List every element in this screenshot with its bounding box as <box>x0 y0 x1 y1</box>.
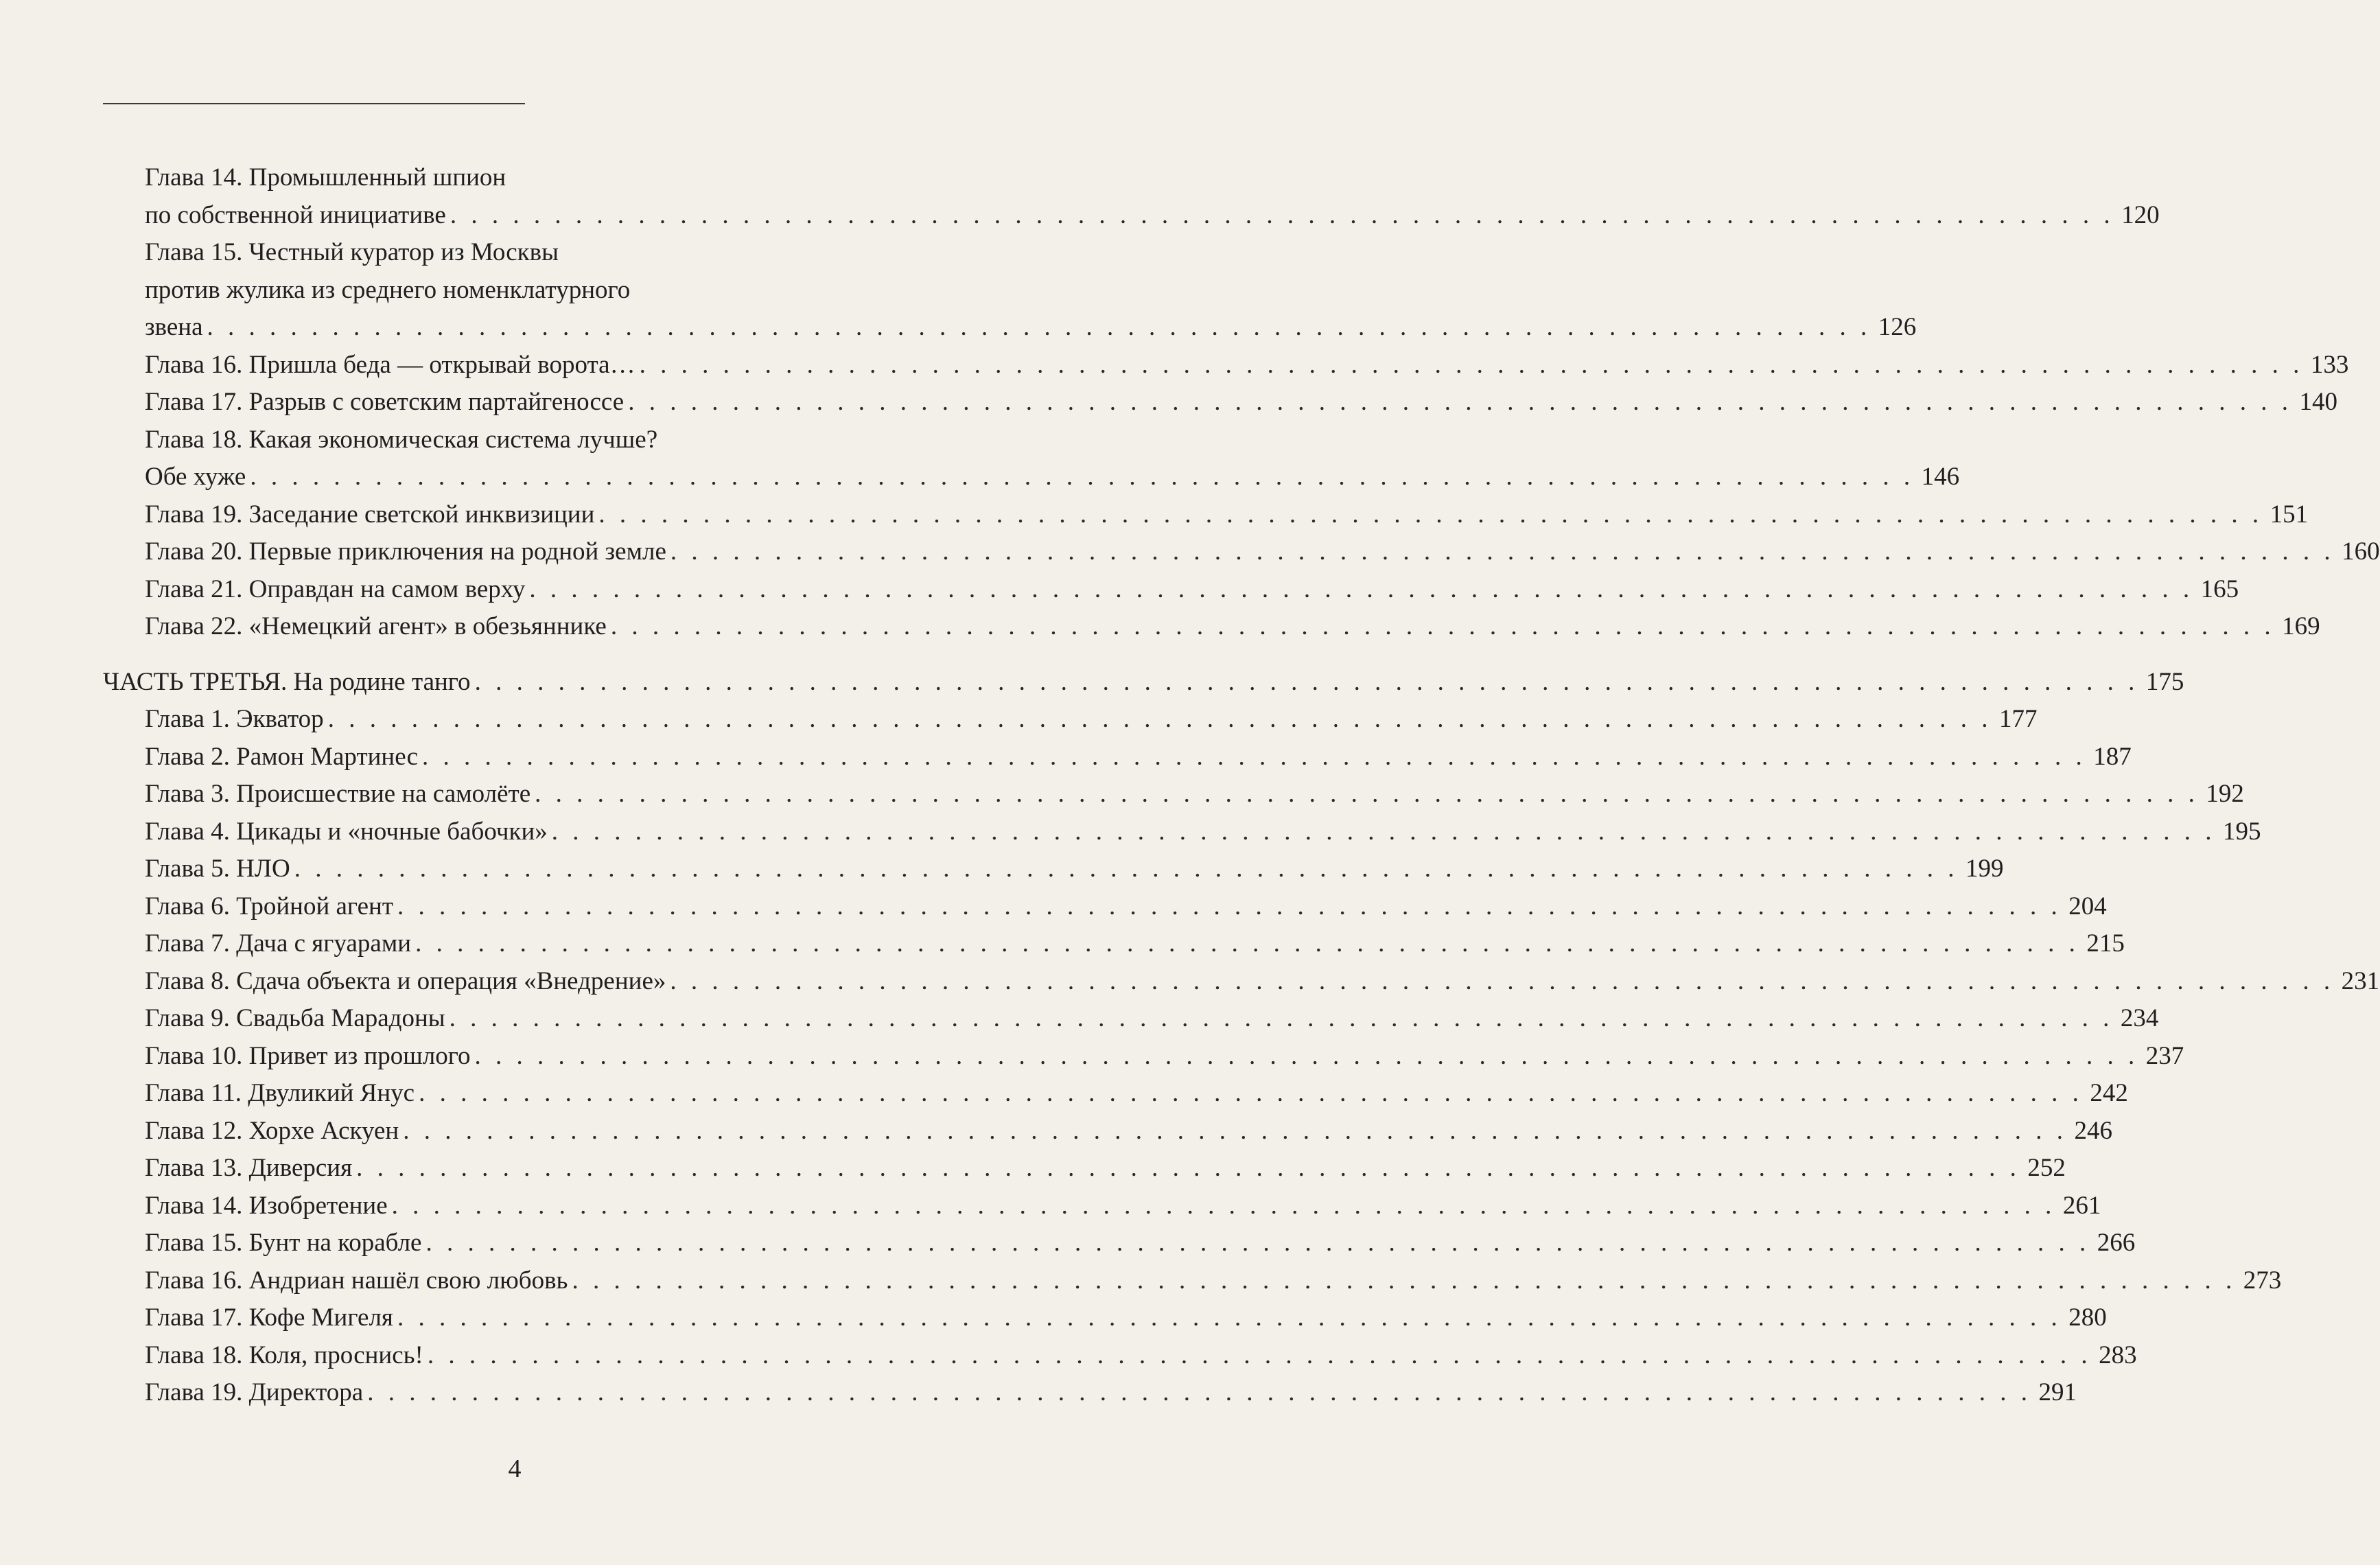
toc-entry-title-line: Глава 7. Дача с ягуарами <box>145 929 412 958</box>
toc-entry-title-line: Глава 19. Директора <box>145 1378 364 1406</box>
table-of-contents <box>103 159 2380 1412</box>
toc-entry-page-number: 231 <box>2341 966 2380 995</box>
toc-entry-title-line: Глава 19. Заседание светской инквизиции <box>145 500 595 529</box>
toc-entry-title-line: ЧАСТЬ ТРЕТЬЯ. На родине танго <box>103 667 471 696</box>
dot-leader: . . . . . . . . . . . . . . . . . . . . . . . . . . . . . . . . . . . . . . . . . . . . . . . . . . . . . . . . . . . . . . . . . . . . . . . . . . . . . . . . <box>572 1266 2237 1295</box>
toc-entry <box>103 1113 2112 1150</box>
dot-leader: . . . . . . . . . . . . . . . . . . . . . . . . . . . . . . . . . . . . . . . . . . . . . . . . . . . . . . . . . . . . . . . . . . . . . . . . . . . . . . . . <box>356 1154 2020 1182</box>
toc-entry <box>103 384 2337 421</box>
toc-entry-page-number: 165 <box>2200 575 2239 603</box>
toc-entry-title-line: Глава 14. Изобретение <box>145 1191 388 1220</box>
toc-entry-page-number: 195 <box>2223 817 2261 846</box>
dot-leader: . . . . . . . . . . . . . . . . . . . . . . . . . . . . . . . . . . . . . . . . . . . . . . . . . . . . . . . . . . . . . . . . . . . . . . . . . . . . . . . . <box>415 929 2079 958</box>
toc-entry <box>103 1150 2066 1187</box>
toc-entry-title-line: Глава 12. Хорхе Аскуен <box>145 1116 399 1145</box>
dot-leader: . . . . . . . . . . . . . . . . . . . . . . . . . . . . . . . . . . . . . . . . . . . . . . . . . . . . . . . . . . . . . . . . . . . . . . . . . . . . . . . . <box>450 200 2114 229</box>
toc-entry-page-number: 273 <box>2243 1266 2282 1295</box>
dot-leader: . . . . . . . . . . . . . . . . . . . . . . . . . . . . . . . . . . . . . . . . . . . . . . . . . . . . . . . . . . . . . . . . . . . . . . . . . . . . . . . . <box>397 1303 2062 1332</box>
toc-entry <box>103 1187 2101 1225</box>
top-rule <box>103 103 525 104</box>
toc-entry-page-number: 204 <box>2068 892 2107 920</box>
dot-leader: . . . . . . . . . . . . . . . . . . . . . . . . . . . . . . . . . . . . . . . . . . . . . . . . . . . . . . . . . . . . . . . . . . . . . . . . . . . . . . . . <box>610 612 2275 640</box>
toc-entry <box>103 1337 2137 1375</box>
toc-entry-page-number: 237 <box>2145 1041 2184 1070</box>
toc-entry <box>103 888 2107 926</box>
toc-entry-page-number: 169 <box>2282 612 2320 640</box>
toc-entry-page-number: 192 <box>2206 780 2244 808</box>
toc-entry-page-number: 199 <box>1965 855 2004 883</box>
toc-entry-title-line: Глава 6. Тройной агент <box>145 892 393 920</box>
dot-leader: . . . . . . . . . . . . . . . . . . . . . . . . . . . . . . . . . . . . . . . . . . . . . . . . . . . . . . . . . . . . . . . . . . . . . . . . . . . . . . . . <box>250 463 1915 491</box>
toc-entry-page-number: 252 <box>2027 1154 2066 1182</box>
toc-entry-page-number: 177 <box>1998 705 2038 733</box>
dot-leader: . . . . . . . . . . . . . . . . . . . . . . . . . . . . . . . . . . . . . . . . . . . . . . . . . . . . . . . . . . . . . . . . . . . . . . . . . . . . . . . . <box>535 780 2199 808</box>
toc-entry-page-number: 120 <box>2121 200 2160 229</box>
toc-entry-title-line: Глава 16. Пришла беда — открывай ворота… <box>145 350 635 379</box>
toc-entry-title-line: Глава 10. Привет из прошлого <box>145 1041 471 1070</box>
toc-entry <box>103 1374 2077 1412</box>
dot-leader: . . . . . . . . . . . . . . . . . . . . . . . . . . . . . . . . . . . . . . . . . . . . . . . . . . . . . . . . . . . . . . . . . . . . . . . . . . . . . . . . <box>367 1378 2031 1406</box>
toc-entry-title-line: Глава 9. Свадьба Марадоны <box>145 1004 445 1032</box>
toc-entry-page-number: 146 <box>1921 463 1960 491</box>
toc-entry-title-line: Глава 20. Первые приключения на родной земле <box>145 537 666 566</box>
toc-entry-title-line: по собственной инициативе <box>145 200 446 229</box>
toc-entry <box>103 850 2004 888</box>
toc-entry-page-number: 133 <box>2310 350 2349 379</box>
toc-entry <box>103 1225 2136 1262</box>
toc-entry-title-line: Глава 15. Честный куратор из Москвы <box>145 238 559 266</box>
toc-entry <box>103 1299 2107 1337</box>
toc-entry-page-number: 283 <box>2099 1341 2137 1369</box>
dot-leader: . . . . . . . . . . . . . . . . . . . . . . . . . . . . . . . . . . . . . . . . . . . . . . . . . . . . . . . . . . . . . . . . . . . . . . . . . . . . . . . . <box>551 817 2216 846</box>
toc-entry <box>103 1038 2184 1076</box>
toc-entry-title-line: Глава 4. Цикады и «ночные бабочки» <box>145 817 548 846</box>
dot-leader: . . . . . . . . . . . . . . . . . . . . . . . . . . . . . . . . . . . . . . . . . . . . . . . . . . . . . . . . . . . . . . . . . . . . . . . . . . . . . . . . <box>670 966 2335 995</box>
dot-leader: . . . . . . . . . . . . . . . . . . . . . . . . . . . . . . . . . . . . . . . . . . . . . . . . . . . . . . . . . . . . . . . . . . . . . . . . . . . . . . . . <box>425 1229 2090 1257</box>
toc-entry <box>103 813 2261 851</box>
toc-entry-title-line: Глава 18. Какая экономическая система лучше? <box>145 425 658 454</box>
dot-leader: . . . . . . . . . . . . . . . . . . . . . . . . . . . . . . . . . . . . . . . . . . . . . . . . . . . . . . . . . . . . . . . . . . . . . . . . . . . . . . . . <box>474 667 2139 696</box>
toc-entry <box>103 963 2380 1001</box>
dot-leader: . . . . . . . . . . . . . . . . . . . . . . . . . . . . . . . . . . . . . . . . . . . . . . . . . . . . . . . . . . . . . . . . . . . . . . . . . . . . . . . . <box>403 1116 2067 1145</box>
toc-entry-title-line: Глава 2. Рамон Мартинес <box>145 742 418 771</box>
page-number: 4 <box>508 1454 522 1483</box>
dot-leader: . . . . . . . . . . . . . . . . . . . . . . . . . . . . . . . . . . . . . . . . . . . . . . . . . . . . . . . . . . . . . . . . . . . . . . . . . . . . . . . . <box>639 350 2304 379</box>
toc-entry-title-line: Глава 3. Происшествие на самолёте <box>145 780 531 808</box>
dot-leader: . . . . . . . . . . . . . . . . . . . . . . . . . . . . . . . . . . . . . . . . . . . . . . . . . . . . . . . . . . . . . . . . . . . . . . . . . . . . . . . . <box>598 500 2263 529</box>
toc-entry-title-line: Глава 5. НЛО <box>145 855 290 883</box>
toc-entry-title-line: Глава 17. Разрыв с советским партайгеноссе <box>145 388 625 416</box>
toc-entry-title-line: Глава 17. Кофе Мигеля <box>145 1303 393 1332</box>
toc-entry-page-number: 187 <box>2093 742 2132 771</box>
toc-entry <box>103 533 2380 571</box>
dot-leader: . . . . . . . . . . . . . . . . . . . . . . . . . . . . . . . . . . . . . . . . . . . . . . . . . . . . . . . . . . . . . . . . . . . . . . . . . . . . . . . . <box>294 855 1959 883</box>
toc-entry-title-line: Глава 1. Экватор <box>145 705 324 733</box>
toc-entry <box>103 1075 2128 1113</box>
toc-entry <box>103 739 2132 776</box>
toc-entry-title-line: Глава 15. Бунт на корабле <box>145 1229 422 1257</box>
toc-entry-title-line: Глава 18. Коля, проснись! <box>145 1341 423 1369</box>
toc-entry-title-line: против жулика из среднего номенклатурного <box>145 275 631 304</box>
toc-entry-page-number: 242 <box>2090 1079 2128 1107</box>
toc-entry-title-line: Глава 21. Оправдан на самом верху <box>145 575 526 603</box>
dot-leader: . . . . . . . . . . . . . . . . . . . . . . . . . . . . . . . . . . . . . . . . . . . . . . . . . . . . . . . . . . . . . . . . . . . . . . . . . . . . . . . . <box>628 388 2292 416</box>
toc-entry <box>103 421 1960 496</box>
toc-entry-title-line: Глава 22. «Немецкий агент» в обезьяннике <box>145 612 607 640</box>
toc-entry <box>103 1000 2159 1038</box>
toc-entry-page-number: 234 <box>2120 1004 2159 1032</box>
toc-entry <box>103 159 2160 234</box>
dot-leader: . . . . . . . . . . . . . . . . . . . . . . . . . . . . . . . . . . . . . . . . . . . . . . . . . . . . . . . . . . . . . . . . . . . . . . . . . . . . . . . . <box>327 705 1992 733</box>
toc-entry <box>103 1262 2282 1300</box>
toc-entry-page-number: 151 <box>2270 500 2309 529</box>
dot-leader: . . . . . . . . . . . . . . . . . . . . . . . . . . . . . . . . . . . . . . . . . . . . . . . . . . . . . . . . . . . . . . . . . . . . . . . . . . . . . . . . <box>419 1079 2083 1107</box>
toc-entry-page-number: 140 <box>2299 388 2337 416</box>
dot-leader: . . . . . . . . . . . . . . . . . . . . . . . . . . . . . . . . . . . . . . . . . . . . . . . . . . . . . . . . . . . . . . . . . . . . . . . . . . . . . . . . <box>529 575 2194 603</box>
toc-entry-page-number: 160 <box>2342 537 2380 566</box>
toc-entry <box>103 571 2239 609</box>
toc-entry <box>103 608 2320 646</box>
toc-entry <box>103 925 2125 963</box>
toc-entry-title-line: звена <box>145 313 203 341</box>
toc-entry-page-number: 280 <box>2068 1303 2107 1332</box>
toc-entry-title-line: Глава 8. Сдача объекта и операция «Внедрение» <box>145 966 666 995</box>
toc-entry <box>103 234 1917 347</box>
toc-entry-title-line: Глава 11. Двуликий Янус <box>145 1079 415 1107</box>
toc-entry-page-number: 215 <box>2086 929 2125 958</box>
toc-entry-page-number: 126 <box>1878 313 1917 341</box>
dot-leader: . . . . . . . . . . . . . . . . . . . . . . . . . . . . . . . . . . . . . . . . . . . . . . . . . . . . . . . . . . . . . . . . . . . . . . . . . . . . . . . . <box>449 1004 2114 1032</box>
dot-leader: . . . . . . . . . . . . . . . . . . . . . . . . . . . . . . . . . . . . . . . . . . . . . . . . . . . . . . . . . . . . . . . . . . . . . . . . . . . . . . . . <box>422 742 2086 771</box>
toc-entry-page-number: 246 <box>2074 1116 2112 1145</box>
toc-entry-page-number: 261 <box>2062 1191 2101 1220</box>
dot-leader: . . . . . . . . . . . . . . . . . . . . . . . . . . . . . . . . . . . . . . . . . . . . . . . . . . . . . . . . . . . . . . . . . . . . . . . . . . . . . . . . <box>670 537 2335 566</box>
dot-leader: . . . . . . . . . . . . . . . . . . . . . . . . . . . . . . . . . . . . . . . . . . . . . . . . . . . . . . . . . . . . . . . . . . . . . . . . . . . . . . . . <box>207 313 1871 341</box>
toc-entry-page-number: 291 <box>2038 1378 2077 1406</box>
toc-entry <box>103 776 2244 813</box>
toc-entry <box>103 701 2038 739</box>
toc-entry-page-number: 266 <box>2097 1229 2136 1257</box>
dot-leader: . . . . . . . . . . . . . . . . . . . . . . . . . . . . . . . . . . . . . . . . . . . . . . . . . . . . . . . . . . . . . . . . . . . . . . . . . . . . . . . . <box>397 892 2062 920</box>
toc-entry-title-line: Обе хуже <box>145 463 246 491</box>
toc-entry-title-line: Глава 16. Андриан нашёл свою любовь <box>145 1266 568 1295</box>
toc-entry-page-number: 175 <box>2145 667 2184 696</box>
dot-leader: . . . . . . . . . . . . . . . . . . . . . . . . . . . . . . . . . . . . . . . . . . . . . . . . . . . . . . . . . . . . . . . . . . . . . . . . . . . . . . . . <box>391 1191 2056 1220</box>
dot-leader: . . . . . . . . . . . . . . . . . . . . . . . . . . . . . . . . . . . . . . . . . . . . . . . . . . . . . . . . . . . . . . . . . . . . . . . . . . . . . . . . <box>474 1041 2139 1070</box>
dot-leader: . . . . . . . . . . . . . . . . . . . . . . . . . . . . . . . . . . . . . . . . . . . . . . . . . . . . . . . . . . . . . . . . . . . . . . . . . . . . . . . . <box>427 1341 2092 1369</box>
toc-entry-title-line: Глава 13. Диверсия <box>145 1154 353 1182</box>
toc-entry <box>103 347 2349 384</box>
toc-entry <box>103 496 2309 534</box>
toc-entry-title-line: Глава 14. Промышленный шпион <box>145 163 506 192</box>
toc-part <box>103 664 2184 702</box>
